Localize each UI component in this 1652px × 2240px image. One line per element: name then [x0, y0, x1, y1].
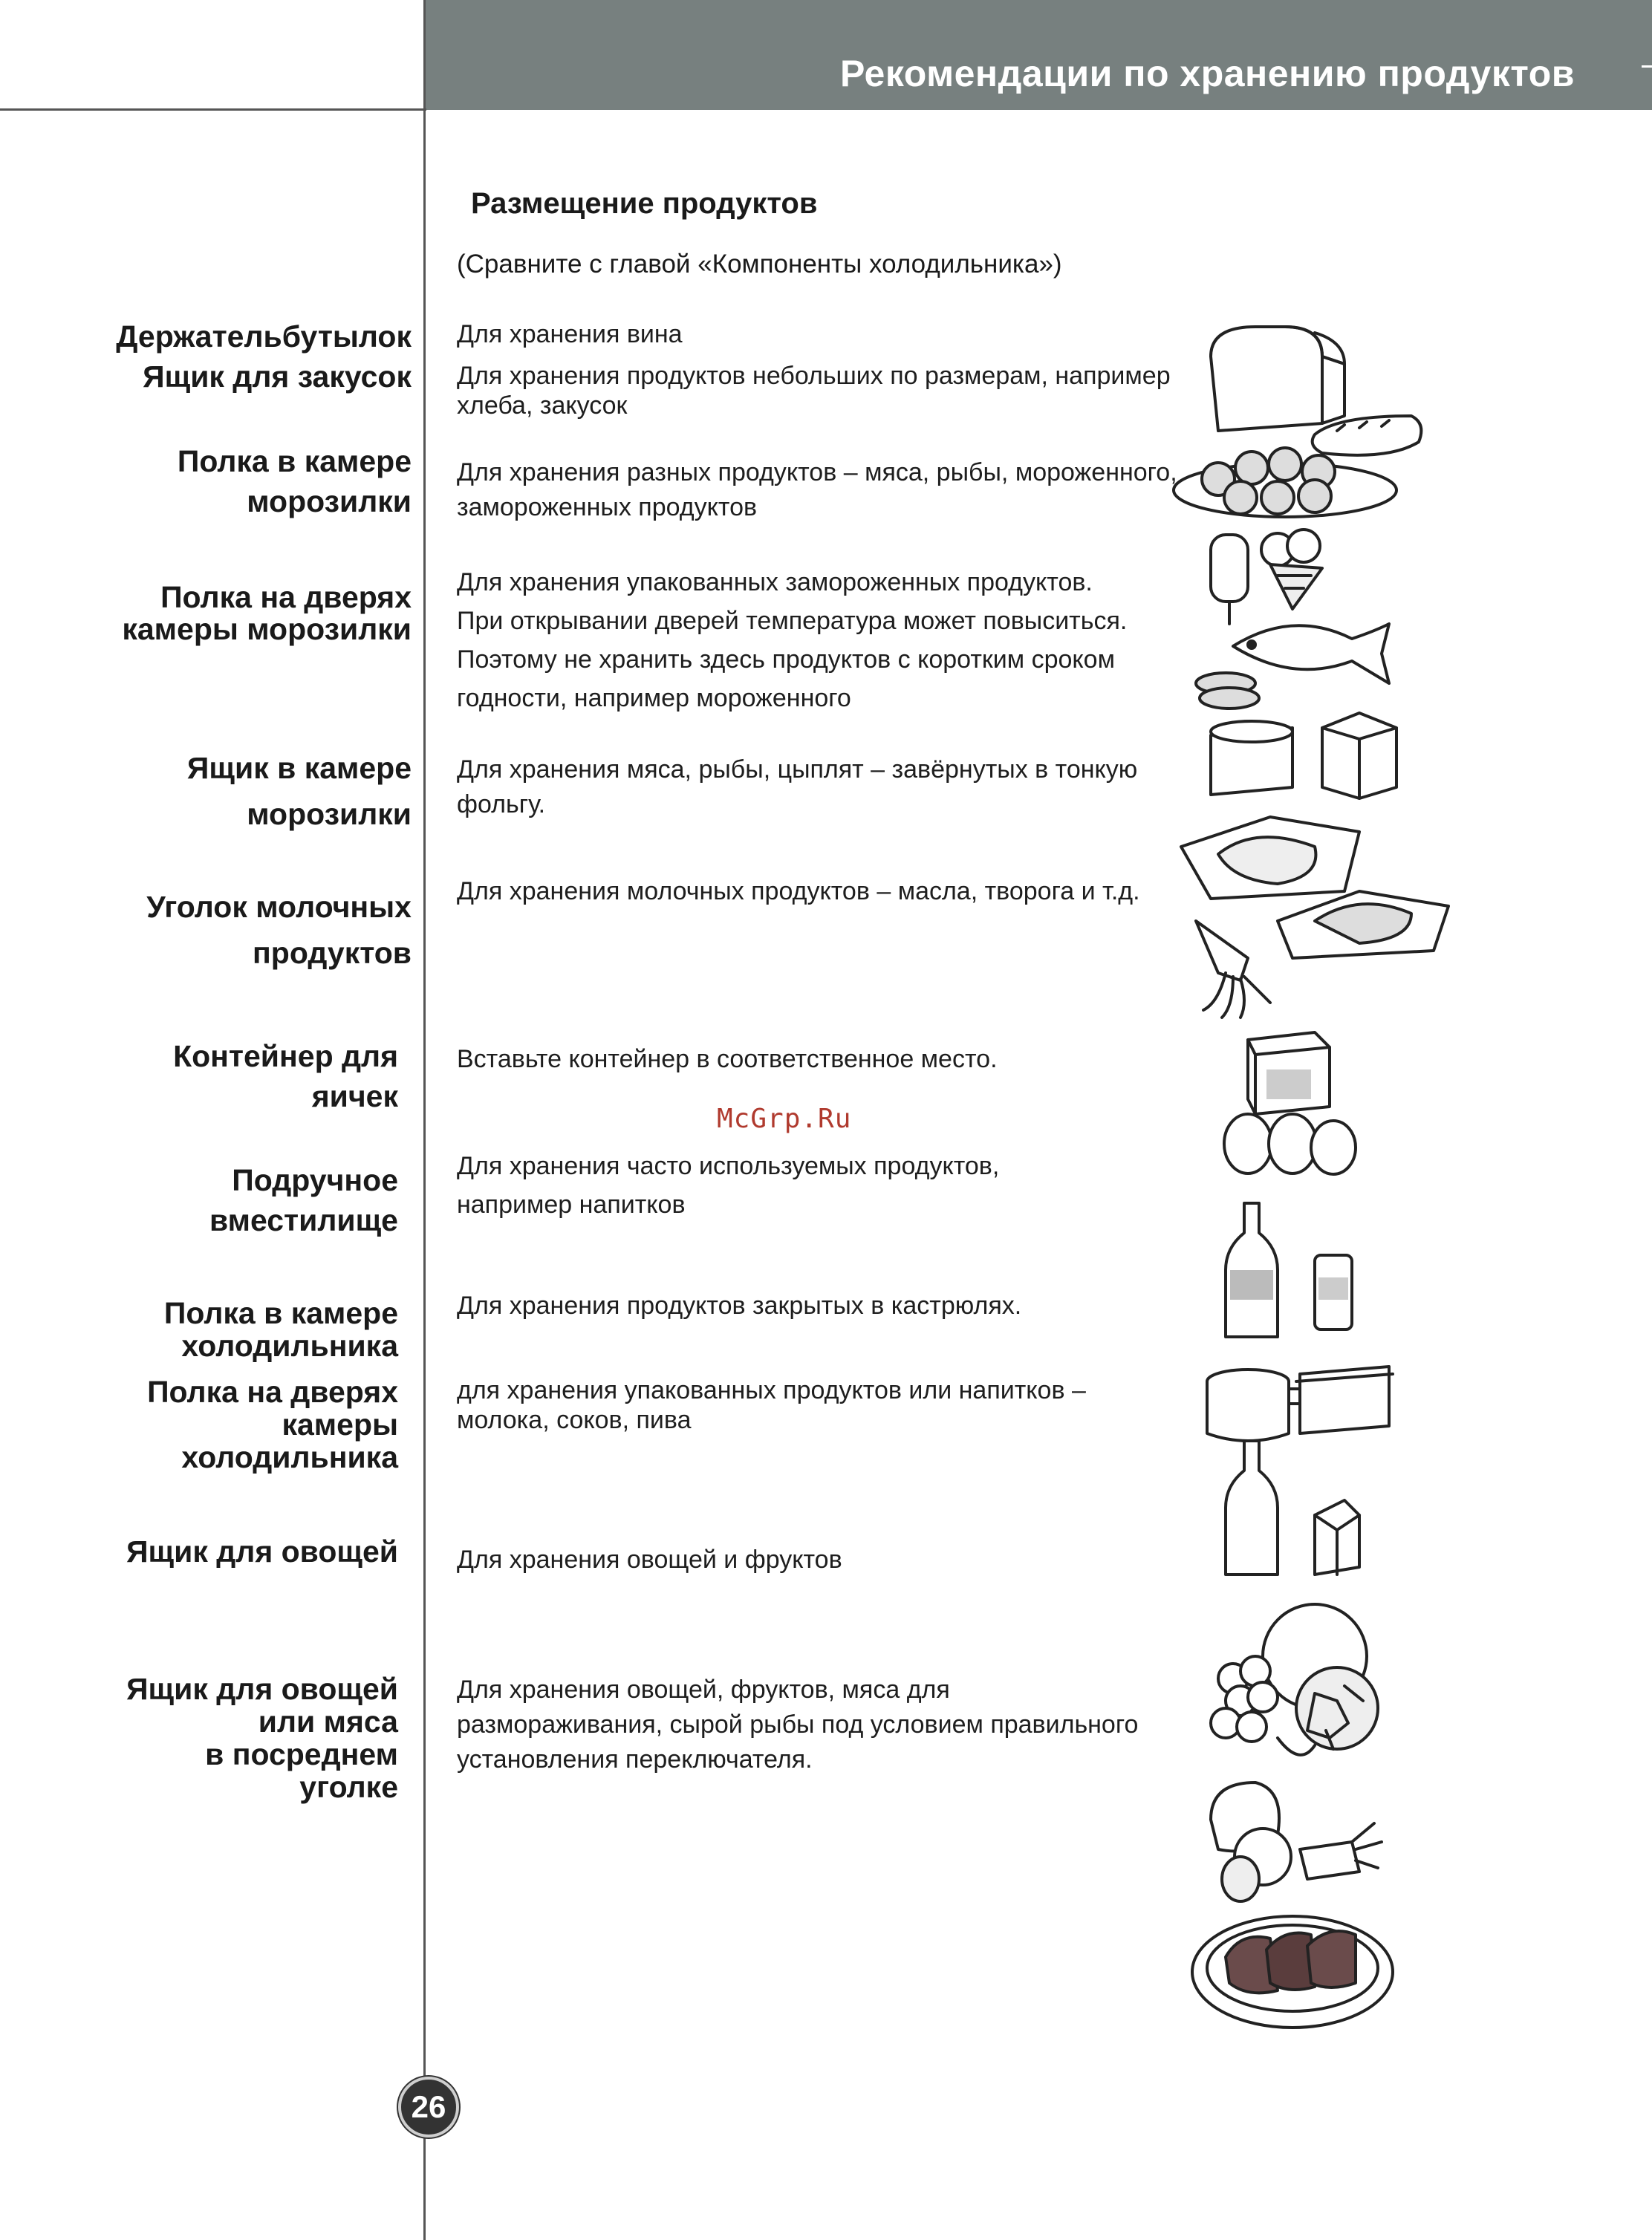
description-fridge-door: для хранения упакованных продуктов или напитков – молока, соков, пива: [457, 1376, 1086, 1434]
label-fridge-door-shelf: Полка на дверях камеры холодильника: [147, 1375, 398, 1474]
label-vegetable-meat-drawer: Ящик для овощей или мяса в посреднем уголке: [126, 1672, 398, 1804]
description-egg-container: Вставьте контейнер в соответственное место.: [457, 1045, 998, 1073]
description-fridge-shelf: Для хранения продуктов закрытых в кастрюлях.: [457, 1292, 1022, 1320]
label-bottle-holder-snack-drawer: Держательбутылок Ящик для закусок: [116, 319, 412, 394]
fruits-icon: [1211, 1604, 1378, 1755]
butter-icon: [1248, 1032, 1330, 1114]
description-freezer-shelf: Для хранения разных продуктов – мяса, рыбы, мороженного, замороженных продуктов: [457, 458, 1177, 521]
food-illustrations: [1166, 312, 1478, 2050]
page-number: 26: [398, 2077, 459, 2138]
eggs-icon: [1224, 1114, 1356, 1174]
section-subtitle: (Сравните с главой «Компоненты холодильника»): [457, 250, 1062, 279]
label-freezer-drawer: Ящик в камере морозилки: [186, 751, 412, 831]
description-dairy: Для хранения молочных продуктов – масла, творога и т.д.: [457, 877, 1140, 905]
description-vegetable-meat-drawer: Для хранения овощей, фруктов, мяса для размораживания, сырой рыбы под условием правильного установления переключателя.: [457, 1676, 1139, 1774]
milk-carton-icon: [1226, 1441, 1359, 1575]
pot-icon: [1207, 1367, 1393, 1441]
label-vegetable-drawer: Ящик для овощей: [126, 1534, 398, 1569]
meat-plate-icon: [1192, 1916, 1393, 2028]
squid-icon: [1196, 921, 1270, 1018]
ice-cream-icon: [1211, 530, 1322, 624]
header-tick: [1642, 65, 1652, 68]
label-freezer-shelf: Полка в камере морозилки: [177, 444, 412, 518]
page-header-title: Рекомендации по хранению продуктов: [839, 53, 1575, 94]
description-vegetable-drawer: Для хранения овощей и фруктов: [457, 1546, 842, 1574]
header-divider: [0, 108, 426, 111]
label-fridge-shelf: Полка в камере холодильника: [163, 1296, 398, 1363]
header-bar: [425, 0, 1652, 110]
vegetables-icon: [1211, 1782, 1382, 1901]
fish-icon: [1196, 624, 1389, 709]
cheese-icon: [1211, 713, 1396, 798]
description-freezer-drawer: Для хранения мяса, рыбы, цыплят – завёрнутых в тонкую фольгу.: [457, 755, 1138, 818]
section-title: Размещение продуктов: [471, 187, 818, 220]
description-freezer-door: Для хранения упакованных замороженных продуктов. При открывании дверей температура может повыситься. Поэтому не хранить здесь продуктов с коротким сроком годности, например мороженного: [457, 568, 1128, 712]
watermark: McGrp.Ru: [717, 1104, 852, 1134]
wrapped-poultry-icon: [1181, 817, 1448, 958]
bottle-icon: [1226, 1203, 1352, 1337]
description-handy-storage: Для хранения часто используемых продуктов, например напитков: [457, 1152, 1000, 1219]
label-freezer-door-shelf: Полка на дверях камеры морозилки: [122, 580, 412, 646]
description-snacks: Для хранения продуктов небольших по размерам, например хлеба, закусок: [457, 362, 1171, 420]
column-divider: [423, 0, 426, 2240]
dumplings-plate-icon: [1174, 448, 1396, 517]
label-egg-container: Контейнер для яичек: [173, 1039, 398, 1113]
label-dairy-corner: Уголок молочных продуктов: [146, 890, 412, 970]
description-wine: Для хранения вина: [457, 320, 683, 348]
bread-icon: [1211, 327, 1421, 455]
label-handy-storage: Подручное вместилище: [209, 1163, 398, 1237]
